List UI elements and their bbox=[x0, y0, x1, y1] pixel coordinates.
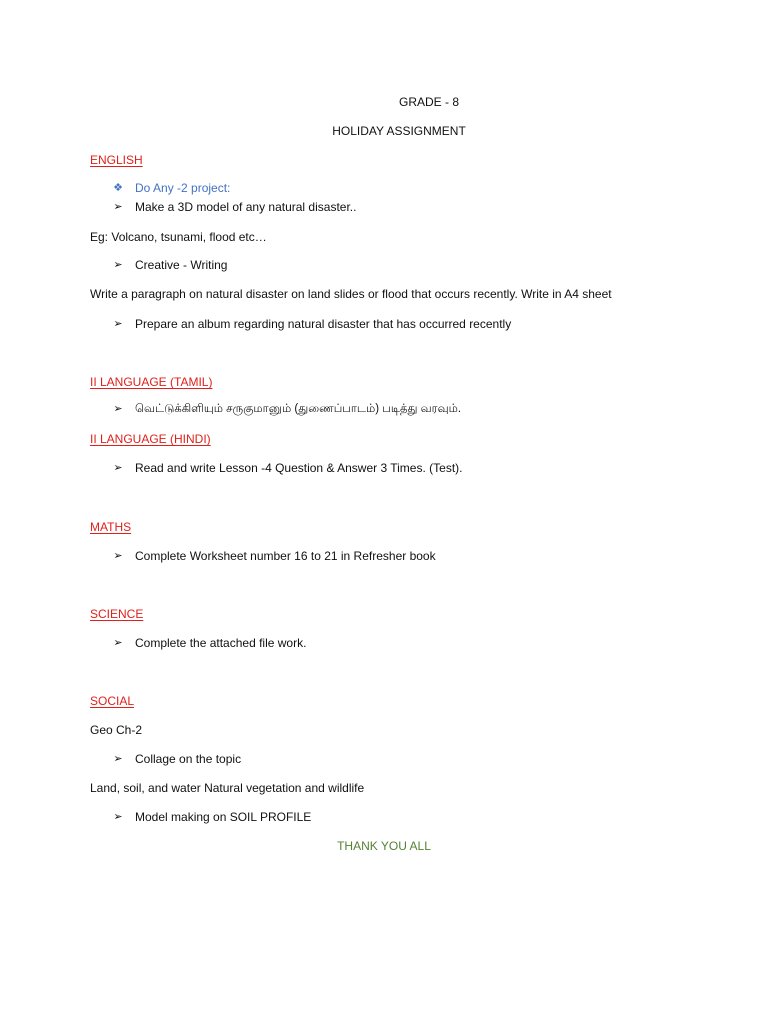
english-item-3: Prepare an album regarding natural disaster that has occurred recently bbox=[135, 317, 512, 331]
closing-text: THANK YOU ALL bbox=[337, 839, 431, 853]
english-item-1: Make a 3D model of any natural disaster.. bbox=[135, 200, 357, 214]
english-intro: Do Any -2 project: bbox=[135, 181, 231, 195]
grade-title: GRADE - 8 bbox=[398, 95, 459, 109]
arrow-bullet-icon: ➢ bbox=[113, 318, 123, 330]
english-example: Eg: Volcano, tsunami, flood etc… bbox=[90, 230, 267, 244]
tamil-item: வெட்டுக்கிளியும் சருகுமானும் (துணைப்பாடம்) படித்து வரவும். bbox=[135, 403, 462, 415]
arrow-bullet-icon: ➢ bbox=[113, 811, 123, 823]
social-chapter: Geo Ch-2 bbox=[90, 723, 143, 737]
hindi-heading: II LANGUAGE (HINDI) bbox=[90, 432, 211, 446]
arrow-bullet-icon: ➢ bbox=[113, 403, 123, 415]
social-topic: Land, soil, and water Natural vegetation and wildlife bbox=[90, 781, 365, 795]
arrow-bullet-icon: ➢ bbox=[113, 259, 123, 271]
arrow-bullet-icon: ➢ bbox=[113, 550, 123, 562]
social-heading: SOCIAL bbox=[90, 694, 135, 708]
english-heading: ENGLISH bbox=[90, 153, 143, 167]
english-item-2: Creative - Writing bbox=[135, 258, 228, 272]
diamond-bullet-icon: ❖ bbox=[113, 182, 123, 194]
assignment-title: HOLIDAY ASSIGNMENT bbox=[332, 124, 466, 138]
maths-item: Complete Worksheet number 16 to 21 in Refresher book bbox=[135, 549, 436, 563]
arrow-bullet-icon: ➢ bbox=[113, 637, 123, 649]
arrow-bullet-icon: ➢ bbox=[113, 753, 123, 765]
tamil-heading: II LANGUAGE (TAMIL) bbox=[90, 375, 213, 389]
arrow-bullet-icon: ➢ bbox=[113, 201, 123, 213]
science-item: Complete the attached file work. bbox=[135, 636, 307, 650]
social-item-1: Collage on the topic bbox=[135, 752, 242, 766]
hindi-item: Read and write Lesson -4 Question & Answer 3 Times. (Test). bbox=[135, 461, 463, 475]
english-paragraph: Write a paragraph on natural disaster on land slides or flood that occurs recently. Write in A4 sheet bbox=[90, 287, 612, 301]
maths-heading: MATHS bbox=[90, 520, 132, 534]
social-item-2: Model making on SOIL PROFILE bbox=[135, 810, 312, 824]
science-heading: SCIENCE bbox=[90, 607, 144, 621]
arrow-bullet-icon: ➢ bbox=[113, 462, 123, 474]
